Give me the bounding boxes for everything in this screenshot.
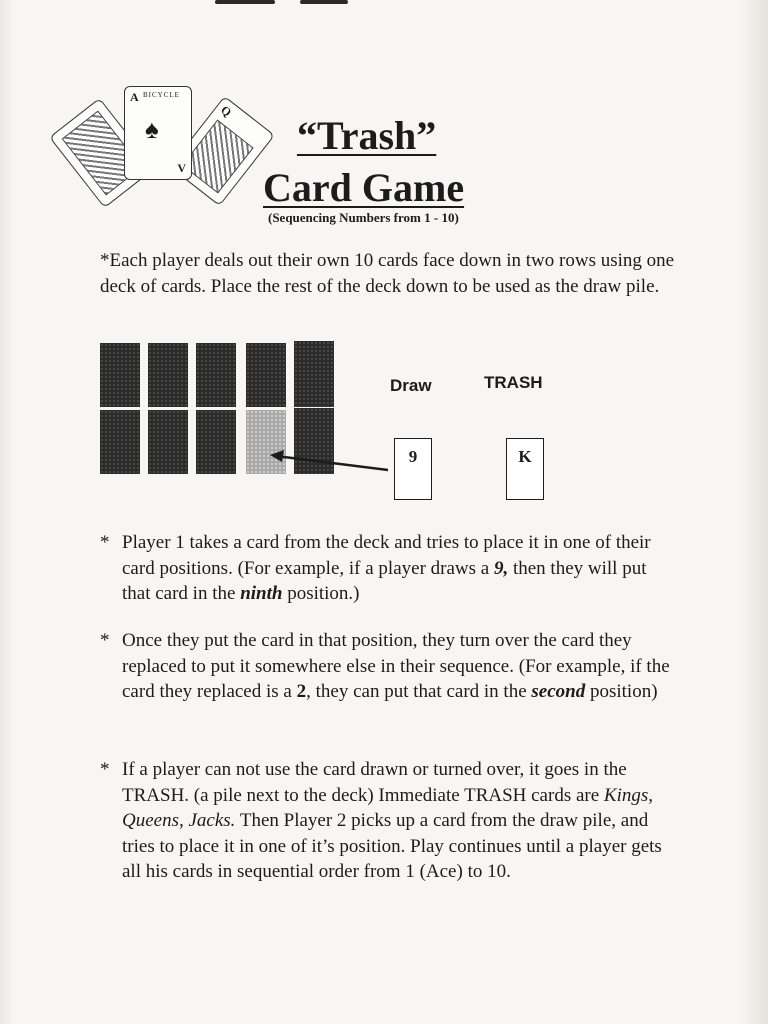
rule-text-part: If a player can not use the card drawn or turned over, it goes in the TRASH. (a pile next to the deck) Immediate TRASH cards are <box>122 759 627 806</box>
rule-text-part: , they can put that card in the <box>306 681 532 702</box>
rule-emphasis: ninth <box>240 583 283 604</box>
rule-text <box>100 628 670 705</box>
scan-mark <box>215 0 275 4</box>
draw-card-value: 9 <box>408 447 418 466</box>
rule-emphasis: second <box>531 681 586 702</box>
rule-text-part: Player 1 takes a card from the deck and tries to place it in one of their card positions. (For example, if a player draws a <box>122 532 651 579</box>
rule-text-part: Then Player 2 picks up a card from the draw pile, and tries to place it in one of it’s position. Play continues until a player gets all his cards in sequential order from 1 (Ace) to 10. <box>122 810 662 882</box>
rule-item <box>100 628 670 705</box>
page-title: “Trash” <box>297 113 437 158</box>
page-title-line2: Card Game <box>263 165 465 210</box>
card-brand: BICYCLE <box>143 91 180 99</box>
intro-paragraph: *Each player deals out their own 10 cards face down in two rows using one deck of cards. Place the rest of the deck down to be used as the draw pile. <box>100 250 675 297</box>
trash-pile-card <box>506 438 544 500</box>
rule-text-part: Once they put the card in that position, they turn over the card they replaced to put it somewhere else in their sequence. (For example, if the card they replaced is a <box>122 630 670 702</box>
rule-item <box>100 530 670 607</box>
rule-text-part: position.) <box>282 583 360 604</box>
scan-mark <box>300 0 348 4</box>
trash-label: TRASH <box>484 373 543 392</box>
bullet-marker: * <box>100 759 110 780</box>
card-rank-v: V <box>177 161 186 175</box>
bullet-marker: * <box>100 532 110 553</box>
draw-label: Draw <box>390 376 432 395</box>
rule-emphasis: 9, <box>493 557 509 579</box>
rule-item <box>100 757 670 885</box>
rule-emphasis: 2 <box>296 681 307 702</box>
draw-pile-card <box>394 438 432 500</box>
rule-text <box>100 757 670 885</box>
rule-text-part: then they will put that card in the <box>122 557 647 604</box>
card-rank-q: Q <box>218 102 235 120</box>
card-rank-a: A <box>130 90 139 104</box>
illustration-ace-of-spades <box>124 86 192 180</box>
spade-icon: ♠ <box>145 115 159 144</box>
rule-text-part: position) <box>585 681 658 702</box>
rule-emphasis: Kings, Queens, Jacks. <box>122 784 654 831</box>
card-fan-illustration <box>62 78 262 208</box>
trash-card-value: K <box>518 447 532 466</box>
rule-text <box>100 530 670 607</box>
bullet-marker: * <box>100 630 110 651</box>
card-face-pattern <box>182 120 254 194</box>
layout-diagram <box>98 340 578 505</box>
page-subtitle: (Sequencing Numbers from 1 - 10) <box>268 210 459 225</box>
